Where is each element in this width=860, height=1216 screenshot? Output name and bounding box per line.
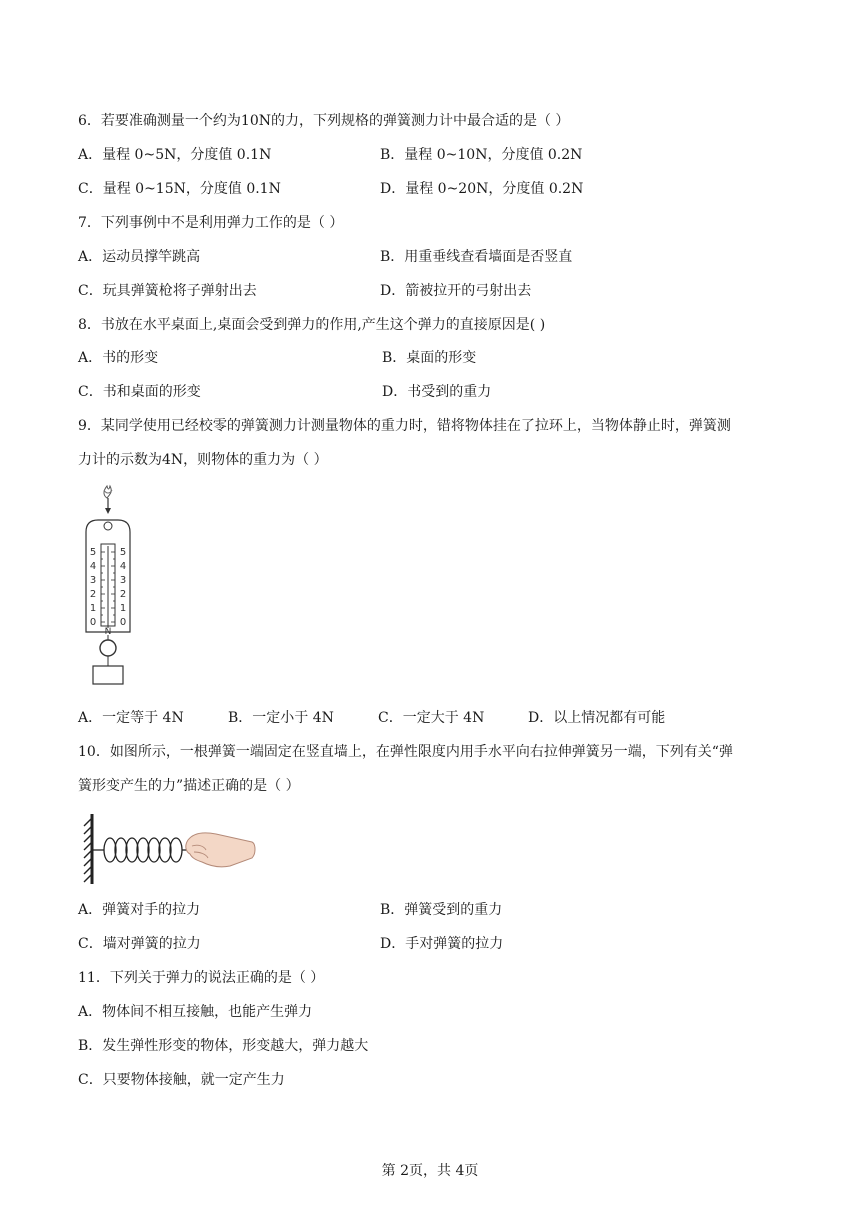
scale-label-left-1: 1	[89, 603, 97, 614]
q10-option-a: A．弹簧对手的拉力	[78, 902, 201, 918]
q9-stem-line1: 9．某同学使用已经校零的弹簧测力计测量物体的重力时，错将物体挂在了拉环上，当物体静止时，弹簧测	[78, 418, 731, 434]
q10-option-b: B．弹簧受到的重力	[380, 902, 503, 918]
q9-option-c: C．一定大于 4N	[378, 710, 485, 726]
q11-option-b: B．发生弹性形变的物体，形变越大，弹力越大	[78, 1038, 369, 1054]
q7-stem: 7．下列事例中不是利用弹力工作的是（ ）	[78, 215, 344, 231]
scale-label-right-5: 5	[119, 547, 127, 558]
q7-option-b: B．用重垂线查看墙面是否竖直	[380, 249, 573, 265]
q11-option-c: C．只要物体接触，就一定产生力	[78, 1072, 285, 1088]
q7-option-a: A．运动员撑竿跳高	[78, 249, 201, 265]
q6-option-d: D．量程 0~20N，分度值 0.2N	[380, 181, 584, 197]
scale-label-right-3: 3	[119, 575, 127, 586]
spring-hand-figure	[80, 810, 260, 888]
q6-option-b: B．量程 0~10N，分度值 0.2N	[380, 147, 583, 163]
q6-stem: 6．若要准确测量一个约为10N的力，下列规格的弹簧测力计中最合适的是（ ）	[78, 113, 570, 129]
spring-scale-figure	[80, 482, 140, 688]
q8-option-c: C．书和桌面的形变	[78, 384, 201, 400]
q7-option-d: D．箭被拉开的弓射出去	[380, 283, 532, 299]
scale-label-right-1: 1	[119, 603, 127, 614]
q8-option-d: D．书受到的重力	[382, 384, 492, 400]
q8-option-a: A．书的形变	[78, 350, 159, 366]
scale-label-right-2: 2	[119, 589, 127, 600]
scale-label-right-4: 4	[119, 561, 127, 572]
q11-stem: 11．下列关于弹力的说法正确的是（ ）	[78, 970, 325, 986]
q9-option-d: D．以上情况都有可能	[528, 710, 666, 726]
q10-stem-line2: 簧形变产生的力”描述正确的是（ ）	[78, 778, 300, 794]
q11-option-a: A．物体间不相互接触，也能产生弹力	[78, 1004, 313, 1020]
scale-label-left-2: 2	[89, 589, 97, 600]
scale-label-left-5: 5	[89, 547, 97, 558]
scale-unit-label: N	[104, 627, 112, 637]
scale-label-right-0: 0	[119, 617, 127, 628]
q9-option-a: A．一定等于 4N	[78, 710, 184, 726]
q9-stem-line2: 力计的示数为4N，则物体的重力为（ ）	[78, 452, 328, 468]
q6-option-a: A．量程 0~5N，分度值 0.1N	[78, 147, 272, 163]
page-footer: 第 2页，共 4页	[381, 1163, 479, 1179]
q7-option-c: C．玩具弹簧枪将子弹射出去	[78, 283, 257, 299]
scale-label-left-3: 3	[89, 575, 97, 586]
q10-option-c: C．墙对弹簧的拉力	[78, 936, 201, 952]
scale-label-left-0: 0	[89, 617, 97, 628]
q10-option-d: D．手对弹簧的拉力	[380, 936, 504, 952]
q6-option-c: C．量程 0~15N，分度值 0.1N	[78, 181, 281, 197]
q8-stem: 8．书放在水平桌面上,桌面会受到弹力的作用,产生这个弹力的直接原因是( )	[78, 317, 546, 333]
q9-option-b: B．一定小于 4N	[228, 710, 334, 726]
scale-label-left-4: 4	[89, 561, 97, 572]
q10-stem-line1: 10．如图所示，一根弹簧一端固定在竖直墙上，在弹性限度内用手水平向右拉伸弹簧另一端，下列有关“弹	[78, 744, 733, 760]
q8-option-b: B．桌面的形变	[382, 350, 477, 366]
